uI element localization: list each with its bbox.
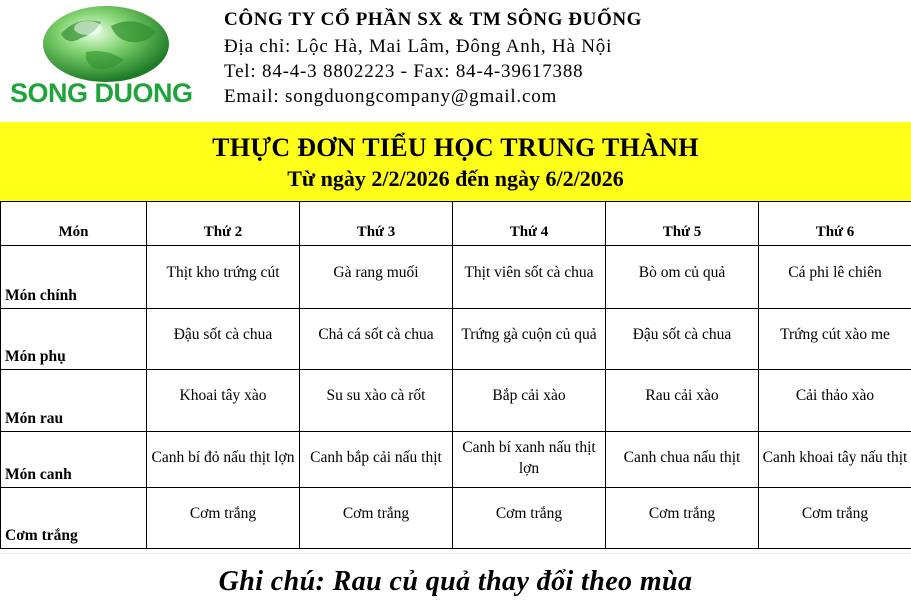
menu-table [0,201,911,549]
company-phone: Tel: 84-4-3 8802223 - Fax: 84-4-39617388 [224,61,584,82]
row-label: Món chính [1,246,147,309]
table-cell: Canh chua nấu thịt [606,432,759,488]
menu-title-band [0,122,911,201]
divider [0,553,911,554]
table-cell: Rau cải xào [606,370,759,432]
table-row-vegetable [1,370,911,432]
table-cell: Canh bắp cải nấu thịt [300,432,453,488]
table-row-rice [1,488,911,549]
company-info [224,9,642,109]
table-cell: Bắp cải xào [453,370,606,432]
header-cell-dish: Món [1,202,147,246]
company-name: CÔNG TY CỔ PHẦN SX & TM SÔNG ĐUỐNG [224,9,643,30]
company-email: Email: songduongcompany@gmail.com [224,86,558,107]
table-cell: Cơm trắng [147,488,300,549]
table-row-side-dish [1,309,911,370]
table-cell: Đậu sốt cà chua [606,309,759,370]
table-cell: Trứng cút xào me [759,309,911,370]
table-row-soup [1,432,911,488]
header-cell-tuesday: Thứ 3 [300,202,453,246]
table-cell: Trứng gà cuộn củ quả [453,309,606,370]
table-header-row [1,202,911,246]
table-cell: Khoai tây xào [147,370,300,432]
table-cell: Canh bí đỏ nấu thịt lợn [147,432,300,488]
table-cell: Su su xào cà rốt [300,370,453,432]
table-cell: Canh khoai tây nấu thịt [759,432,911,488]
table-cell: Cải thảo xào [759,370,911,432]
table-cell: Chả cá sốt cà chua [300,309,453,370]
header-cell-thursday: Thứ 5 [606,202,759,246]
table-cell: Thịt viên sốt cà chua [453,246,606,309]
table-cell: Thịt kho trứng cút [147,246,300,309]
table-cell: Canh bí xanh nấu thịt lợn [453,432,606,488]
row-label: Cơm trắng [1,488,147,549]
header-cell-monday: Thứ 2 [147,202,300,246]
table-cell: Cơm trắng [606,488,759,549]
row-label: Món phụ [1,309,147,370]
table-cell: Cơm trắng [300,488,453,549]
table-cell: Cơm trắng [453,488,606,549]
table-row-main-dish [1,246,911,309]
menu-date-range: Từ ngày 2/2/2026 đến ngày 6/2/2026 [287,166,624,191]
logo-wordmark: SONG DUONG [10,78,193,108]
menu-title: THỰC ĐƠN TIỂU HỌC TRUNG THÀNH [212,133,699,162]
header-cell-friday: Thứ 6 [759,202,911,246]
table-cell: Gà rang muối [300,246,453,309]
table-cell: Cơm trắng [759,488,911,549]
header-cell-wednesday: Thứ 4 [453,202,606,246]
table-cell: Cá phi lê chiên [759,246,911,309]
row-label: Món canh [1,432,147,488]
company-header [0,0,911,122]
table-cell: Đậu sốt cà chua [147,309,300,370]
footer-note: Ghi chú: Rau củ quả thay đổi theo mùa [218,566,693,597]
row-label: Món rau [1,370,147,432]
table-cell: Bò om củ quả [606,246,759,309]
company-address: Địa chỉ: Lộc Hà, Mai Lâm, Đông Anh, Hà Nội [224,36,613,57]
